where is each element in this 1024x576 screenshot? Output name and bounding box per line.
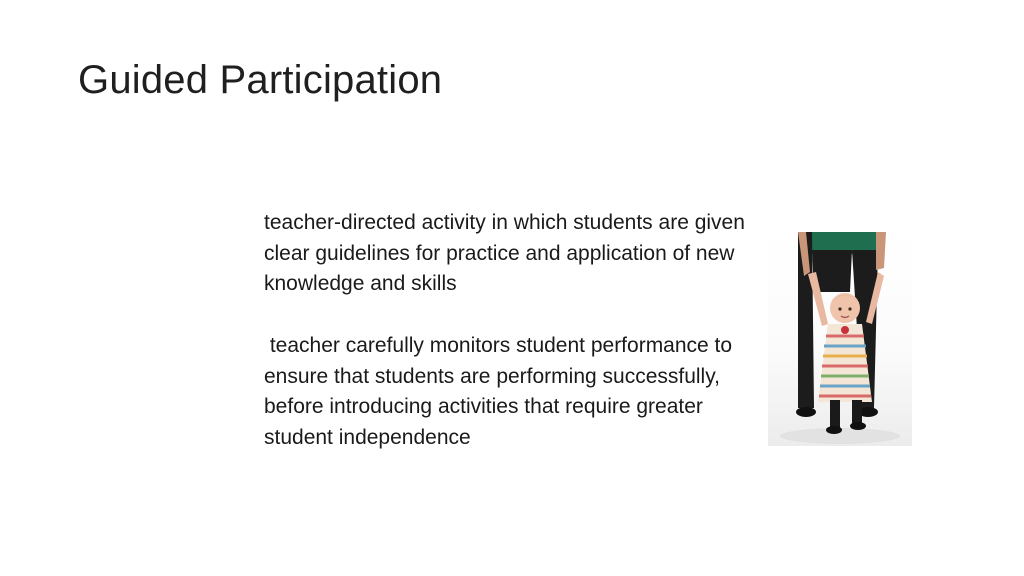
paragraph-monitoring: teacher carefully monitors student performance to ensure that students are performing successfully, before introducing activities that require greater student independence xyxy=(264,333,738,449)
slide-body xyxy=(264,208,764,454)
paragraph-definition: teacher-directed activity in which students are given clear guidelines for practice and application of new knowledge and skills xyxy=(264,211,751,296)
toddler-walking-photo xyxy=(768,232,912,446)
slide-title: Guided Participation xyxy=(78,58,443,102)
parent-helping-toddler-walk-photo-icon xyxy=(768,232,912,446)
paragraph-spacer xyxy=(264,300,764,331)
